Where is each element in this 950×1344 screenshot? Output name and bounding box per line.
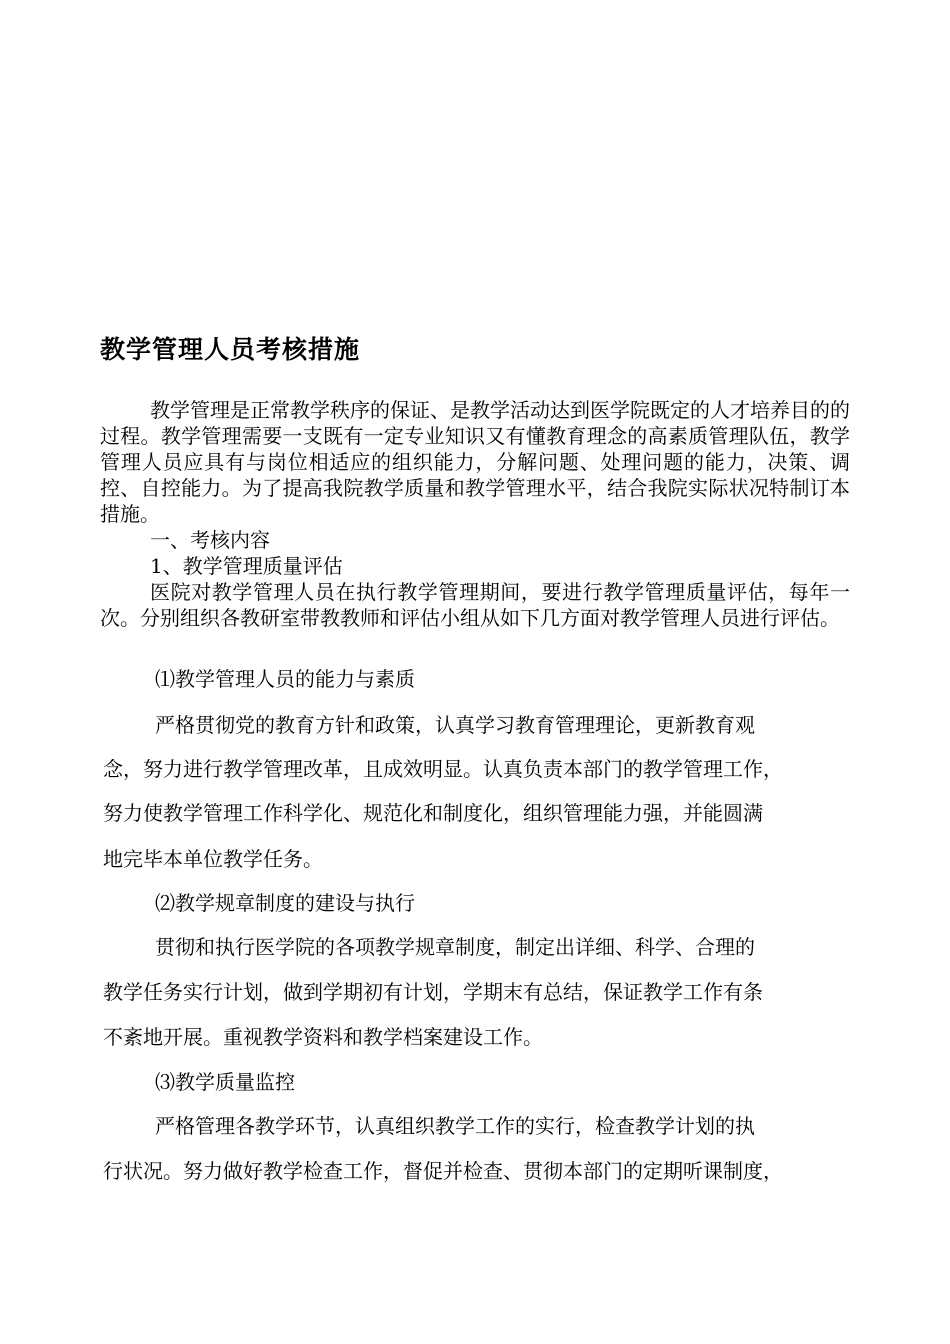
item-1-line-1: 严格贯彻党的教育方针和政策，认真学习教育管理理论，更新教育观 [155, 713, 755, 737]
item-1-line-2: 念，努力进行教学管理改革，且成效明显。认真负责本部门的教学管理工作， [103, 757, 783, 781]
subsection-1-text: 医院对教学管理人员在执行教学管理期间，要进行教学管理质量评估，每年一次。分别组织各教研室带教教师和评估小组从如下几方面对教学管理人员进行评估。 [100, 580, 850, 630]
item-2-line-3: 不紊地开展。重视教学资料和教学档案建设工作。 [103, 1025, 543, 1049]
item-3-line-2: 行状况。努力做好教学检查工作，督促并检查、贯彻本部门的定期听课制度， [103, 1159, 783, 1183]
item-1-line-3: 努力使教学管理工作科学化、规范化和制度化，组织管理能力强，并能圆满 [103, 801, 763, 825]
item-3-heading: ⑶教学质量监控 [155, 1070, 295, 1094]
item-2-line-1: 贯彻和执行医学院的各项教学规章制度，制定出详细、科学、合理的 [155, 935, 755, 959]
item-1-heading: ⑴教学管理人员的能力与素质 [155, 667, 415, 691]
item-3-line-1: 严格管理各教学环节，认真组织教学工作的实行，检查教学计划的执 [155, 1114, 755, 1138]
item-2-heading: ⑵教学规章制度的建设与执行 [155, 891, 415, 915]
item-1-line-4: 地完毕本单位教学任务。 [103, 847, 323, 871]
document-title: 教学管理人员考核措施 [100, 335, 361, 364]
subsection-1-heading: 1、教学管理质量评估 [150, 554, 343, 578]
item-2-line-2: 教学任务实行计划，做到学期初有计划，学期末有总结，保证教学工作有条 [103, 980, 763, 1004]
intro-block [100, 397, 850, 631]
intro-paragraph: 教学管理是正常教学秩序的保证、是教学活动达到医学院既定的人才培养目的的过程。教学管理需要一支既有一定专业知识又有懂教育理念的高素质管理队伍，教学管理人员应具有与岗位相适应的组织能力，分解问题、处理问题的能力，决策、调控、自控能力。为了提高我院教学质量和教学管理水平，结合我院实际状况特制订本措施。 [100, 398, 850, 526]
section-1-heading: 一、考核内容 [150, 528, 270, 552]
